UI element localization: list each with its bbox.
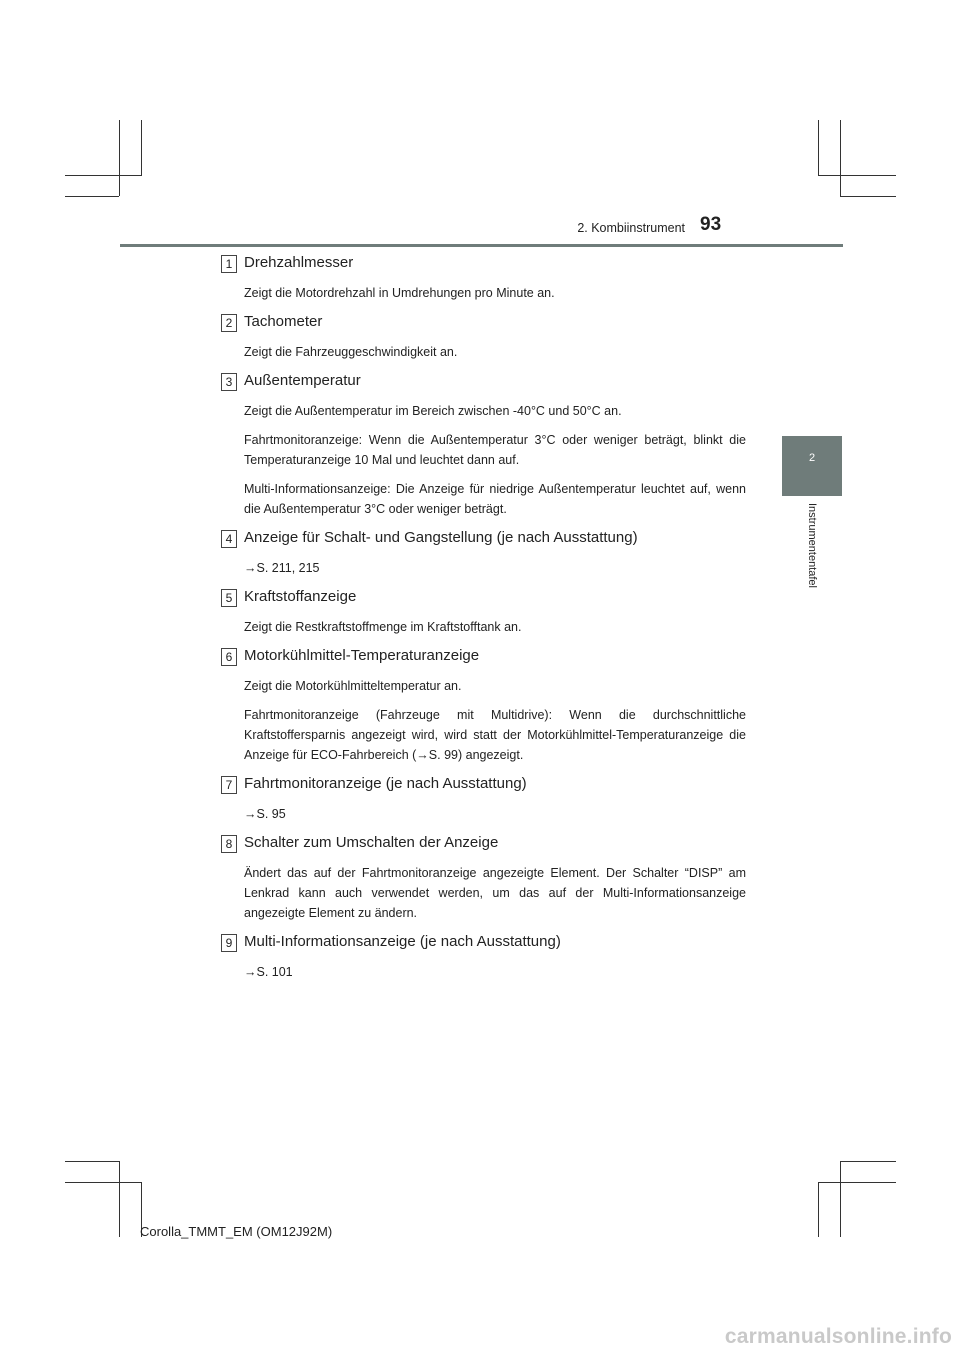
chapter-tab: [782, 436, 842, 496]
header-divider: [120, 244, 843, 247]
item-description: Multi-Informationsanzeige: Die Anzeige für niedrige Außentemperatur leuchtet auf, wenn die Außentemperatur 3°C oder weniger beträgt.: [244, 482, 746, 516]
item-number-badge: 5: [221, 589, 237, 607]
item-description: Zeigt die Motordrehzahl in Umdrehungen pro Minute an.: [244, 286, 555, 300]
item-title: Motorkühlmittel-Temperaturanzeige: [244, 647, 480, 664]
crop-mark: [818, 175, 896, 176]
page-reference-link[interactable]: →S. 211, 215: [244, 561, 320, 575]
crop-mark: [840, 1161, 841, 1237]
item-number-badge: 3: [221, 373, 237, 391]
item-description: Fahrtmonitoranzeige (Fahrzeuge mit Multidrive): Wenn die durchschnittliche Kraftstoffersparnis angezeigt wird, wird statt der Motorkühlmittel-Temperaturanzeige die Anzeige für ECO-Fahrbereich (→S. 99) angezeigt.: [244, 708, 746, 762]
item-title: Drehzahlmesser: [244, 254, 354, 271]
item-title: Kraftstoffanzeige: [244, 588, 357, 605]
crop-mark: [119, 120, 120, 196]
watermark: carmanualsonline.info: [724, 1325, 952, 1348]
item-title: Tachometer: [244, 313, 323, 330]
chapter-title: 2. Kombiinstrument: [577, 221, 685, 235]
item-number-badge: 9: [221, 934, 237, 952]
list-item: [221, 527, 746, 578]
item-description: Zeigt die Restkraftstoffmenge im Kraftstofftank an.: [244, 620, 522, 634]
item-title: Anzeige für Schalt- und Gangstellung (je nach Ausstattung): [244, 529, 638, 546]
item-title: Außentemperatur: [244, 372, 361, 389]
crop-mark: [141, 120, 142, 176]
crop-mark: [818, 120, 819, 176]
list-item: [221, 645, 746, 765]
page-reference-link[interactable]: →S. 101: [244, 965, 293, 979]
chapter-tab-number: 2: [808, 452, 816, 464]
item-number-badge: 1: [221, 255, 237, 273]
crop-mark: [119, 1161, 120, 1237]
list-item: [221, 252, 746, 303]
list-item: [221, 586, 746, 637]
item-number-badge: 8: [221, 835, 237, 853]
item-description: Zeigt die Fahrzeuggeschwindigkeit an.: [244, 345, 458, 359]
item-number-badge: 6: [221, 648, 237, 666]
page-number: 93: [700, 214, 722, 235]
item-list: [221, 252, 746, 982]
list-item: [221, 773, 746, 824]
crop-mark: [818, 1182, 819, 1237]
chapter-tab-label: Instrumententafel: [806, 503, 818, 588]
crop-mark: [65, 1161, 119, 1162]
item-description: Zeigt die Motorkühlmitteltemperatur an.: [244, 679, 462, 693]
item-description: Ändert das auf der Fahrtmonitoranzeige angezeigte Element. Der Schalter “DISP” am Lenkrad kann auch verwendet werden, um das auf der Multi-Informationsanzeige angezeigte Element zu ändern.: [244, 866, 746, 920]
crop-mark: [65, 1182, 141, 1183]
item-title: Schalter zum Umschalten der Anzeige: [244, 834, 499, 851]
item-number-badge: 4: [221, 530, 237, 548]
page-reference-link[interactable]: →S. 95: [244, 807, 286, 821]
list-item: [221, 931, 746, 982]
list-item: [221, 311, 746, 362]
list-item: [221, 832, 746, 923]
item-description: Fahrtmonitoranzeige: Wenn die Außentemperatur 3°C oder weniger beträgt, blinkt die Temperaturanzeige 10 Mal und leuchtet dann auf.: [244, 433, 746, 467]
crop-mark: [818, 1182, 896, 1183]
document-footer: Corolla_TMMT_EM (OM12J92M): [140, 1224, 333, 1239]
crop-mark: [840, 120, 841, 196]
item-number-badge: 2: [221, 314, 237, 332]
item-title: Multi-Informationsanzeige (je nach Ausstattung): [244, 933, 561, 950]
item-number-badge: 7: [221, 776, 237, 794]
crop-mark: [840, 196, 896, 197]
list-item: [221, 370, 746, 519]
item-title: Fahrtmonitoranzeige (je nach Ausstattung): [244, 775, 527, 792]
crop-mark: [840, 1161, 896, 1162]
crop-mark: [65, 175, 141, 176]
crop-mark: [65, 196, 119, 197]
item-description: Zeigt die Außentemperatur im Bereich zwischen -40°C und 50°C an.: [244, 404, 622, 418]
